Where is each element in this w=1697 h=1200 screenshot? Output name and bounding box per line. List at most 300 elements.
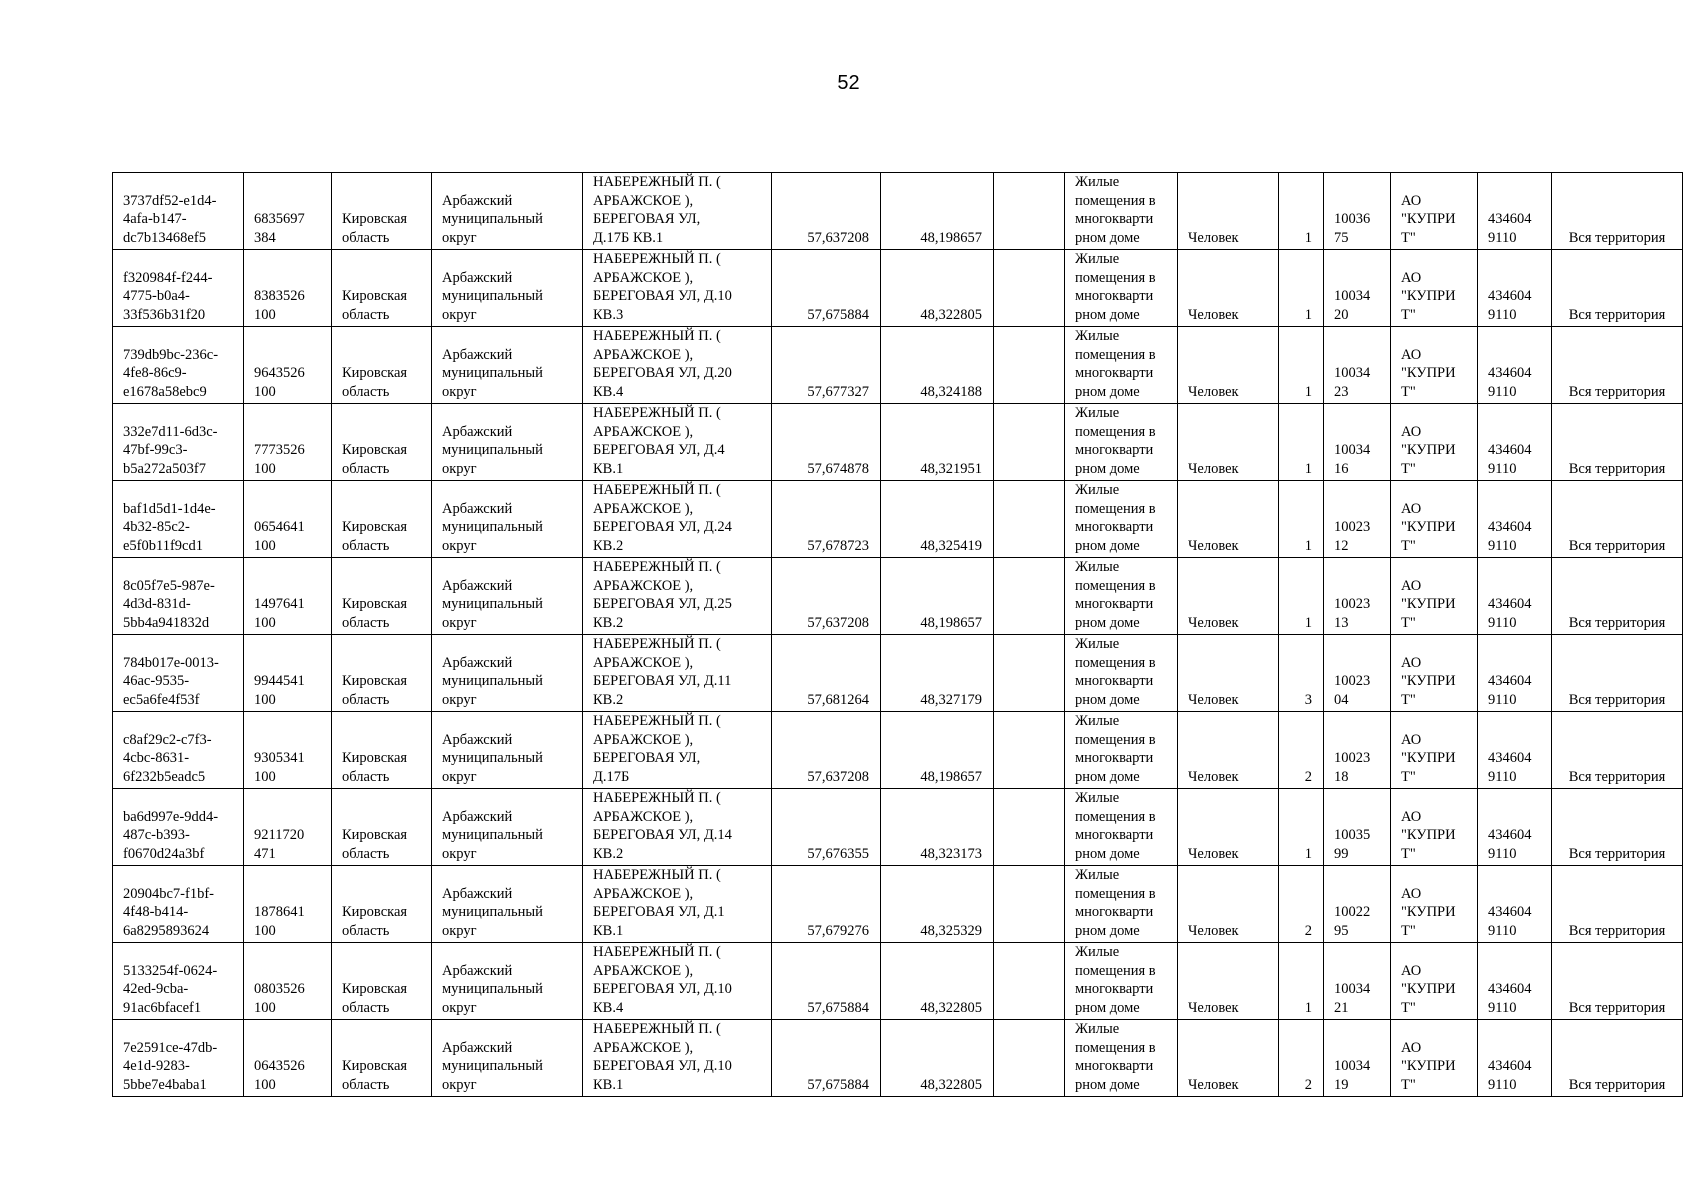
address-line: КВ.1 bbox=[593, 922, 624, 939]
count-cell: 2 bbox=[1279, 866, 1324, 943]
inn-cell bbox=[1478, 558, 1552, 635]
inn-line: 434604 bbox=[1488, 750, 1532, 767]
territory-cell: Вся территория bbox=[1552, 866, 1683, 943]
object-id-cell bbox=[113, 1020, 244, 1097]
code-line: 100 bbox=[254, 1076, 276, 1093]
number-line: 10034 bbox=[1334, 365, 1371, 382]
territory-cell: Вся территория bbox=[1552, 558, 1683, 635]
count-cell: 1 bbox=[1279, 481, 1324, 558]
address-line: БЕРЕГОВАЯ УЛ, Д.10 bbox=[593, 288, 732, 305]
region-line: Кировская bbox=[342, 904, 408, 921]
object-id-line: 47bf-99c3- bbox=[123, 442, 188, 459]
region-line: Кировская bbox=[342, 673, 408, 690]
table-row bbox=[113, 789, 1683, 866]
district-line: Арбажский bbox=[442, 731, 513, 748]
organization-line: АО bbox=[1401, 500, 1422, 517]
registry-table bbox=[112, 172, 1683, 1097]
address-line: КВ.2 bbox=[593, 614, 624, 631]
object-id-line: 6a8295893624 bbox=[123, 922, 210, 939]
address-line: КВ.3 bbox=[593, 306, 624, 323]
number-cell bbox=[1324, 866, 1391, 943]
count-cell: 2 bbox=[1279, 1020, 1324, 1097]
inn-line: 9110 bbox=[1488, 845, 1517, 862]
district-line: округ bbox=[442, 614, 477, 631]
number-line: 10023 bbox=[1334, 750, 1371, 767]
count-cell: 1 bbox=[1279, 173, 1324, 250]
region-line: Кировская bbox=[342, 596, 408, 613]
address-cell bbox=[583, 250, 772, 327]
district-cell bbox=[432, 712, 583, 789]
organization-line: Т" bbox=[1401, 229, 1416, 246]
address-line: АРБАЖСКОЕ ), bbox=[593, 962, 694, 979]
premises-type-line: рном доме bbox=[1075, 922, 1140, 939]
district-line: Арбажский bbox=[442, 192, 513, 209]
object-id-line: 5133254f-0624- bbox=[123, 962, 218, 979]
inn-line: 434604 bbox=[1488, 904, 1532, 921]
region-cell bbox=[332, 404, 432, 481]
premises-type-line: Жилые bbox=[1075, 482, 1120, 499]
number-line: 04 bbox=[1334, 691, 1349, 708]
region-line: Кировская bbox=[342, 442, 408, 459]
premises-type-line: помещения в bbox=[1075, 577, 1156, 594]
number-cell bbox=[1324, 635, 1391, 712]
district-line: округ bbox=[442, 1076, 477, 1093]
count-cell: 1 bbox=[1279, 789, 1324, 866]
premises-type-cell bbox=[1065, 481, 1178, 558]
table-row bbox=[113, 173, 1683, 250]
organization-line: Т" bbox=[1401, 1076, 1416, 1093]
inn-line: 9110 bbox=[1488, 383, 1517, 400]
address-line: БЕРЕГОВАЯ УЛ, bbox=[593, 750, 701, 767]
address-line: АРБАЖСКОЕ ), bbox=[593, 1039, 694, 1056]
table-row bbox=[113, 635, 1683, 712]
empty-cell bbox=[994, 481, 1065, 558]
district-line: муниципальный bbox=[442, 288, 543, 305]
code-line: 6835697 bbox=[254, 211, 305, 228]
address-line: НАБЕРЕЖНЫЙ П. ( bbox=[593, 328, 721, 345]
address-cell bbox=[583, 558, 772, 635]
latitude-cell: 57,674878 bbox=[772, 404, 881, 481]
district-line: Арбажский bbox=[442, 577, 513, 594]
premises-type-line: рном доме bbox=[1075, 845, 1140, 862]
object-id-line: e5f0b11f9cd1 bbox=[123, 537, 203, 554]
number-cell bbox=[1324, 943, 1391, 1020]
code-line: 471 bbox=[254, 845, 276, 862]
district-line: муниципальный bbox=[442, 365, 543, 382]
address-line: АРБАЖСКОЕ ), bbox=[593, 577, 694, 594]
code-cell bbox=[244, 327, 332, 404]
district-line: округ bbox=[442, 999, 477, 1016]
premises-type-line: многокварти bbox=[1075, 442, 1154, 459]
premises-type-cell bbox=[1065, 712, 1178, 789]
territory-cell: Вся территория bbox=[1552, 943, 1683, 1020]
region-line: область bbox=[342, 306, 390, 323]
district-cell bbox=[432, 558, 583, 635]
object-id-line: 46ac-9535- bbox=[123, 673, 190, 690]
premises-type-line: помещения в bbox=[1075, 1039, 1156, 1056]
count-cell: 1 bbox=[1279, 327, 1324, 404]
organization-line: АО bbox=[1401, 885, 1422, 902]
table-body bbox=[113, 173, 1683, 1097]
count-cell: 1 bbox=[1279, 558, 1324, 635]
number-cell bbox=[1324, 173, 1391, 250]
object-id-line: baf1d5d1-1d4e- bbox=[123, 500, 216, 517]
number-cell bbox=[1324, 712, 1391, 789]
organization-cell bbox=[1391, 327, 1478, 404]
territory-cell: Вся территория bbox=[1552, 327, 1683, 404]
table-row bbox=[113, 712, 1683, 789]
premises-type-cell bbox=[1065, 173, 1178, 250]
inn-cell bbox=[1478, 481, 1552, 558]
number-line: 23 bbox=[1334, 383, 1349, 400]
district-cell bbox=[432, 635, 583, 712]
inn-line: 9110 bbox=[1488, 537, 1517, 554]
table-row bbox=[113, 866, 1683, 943]
number-line: 12 bbox=[1334, 537, 1349, 554]
address-line: БЕРЕГОВАЯ УЛ, Д.20 bbox=[593, 365, 732, 382]
address-cell bbox=[583, 866, 772, 943]
number-line: 10034 bbox=[1334, 288, 1371, 305]
latitude-cell: 57,637208 bbox=[772, 173, 881, 250]
code-line: 7773526 bbox=[254, 442, 305, 459]
inn-line: 9110 bbox=[1488, 460, 1517, 477]
address-line: КВ.2 bbox=[593, 691, 624, 708]
unit-cell: Человек bbox=[1178, 866, 1279, 943]
address-line: БЕРЕГОВАЯ УЛ, Д.24 bbox=[593, 519, 732, 536]
premises-type-line: помещения в bbox=[1075, 962, 1156, 979]
district-line: муниципальный bbox=[442, 596, 543, 613]
premises-type-line: рном доме bbox=[1075, 537, 1140, 554]
object-id-cell bbox=[113, 250, 244, 327]
unit-cell: Человек bbox=[1178, 558, 1279, 635]
region-line: область bbox=[342, 229, 390, 246]
premises-type-line: помещения в bbox=[1075, 346, 1156, 363]
code-line: 100 bbox=[254, 922, 276, 939]
premises-type-cell bbox=[1065, 866, 1178, 943]
region-line: Кировская bbox=[342, 827, 408, 844]
region-line: область bbox=[342, 845, 390, 862]
empty-cell bbox=[994, 327, 1065, 404]
code-line: 0654641 bbox=[254, 519, 305, 536]
address-cell bbox=[583, 789, 772, 866]
inn-cell bbox=[1478, 789, 1552, 866]
premises-type-line: рном доме bbox=[1075, 383, 1140, 400]
address-line: АРБАЖСКОЕ ), bbox=[593, 423, 694, 440]
code-line: 384 bbox=[254, 229, 276, 246]
code-cell bbox=[244, 404, 332, 481]
inn-cell bbox=[1478, 943, 1552, 1020]
address-line: НАБЕРЕЖНЫЙ П. ( bbox=[593, 482, 721, 499]
district-line: Арбажский bbox=[442, 500, 513, 517]
code-line: 9944541 bbox=[254, 673, 305, 690]
inn-line: 9110 bbox=[1488, 768, 1517, 785]
premises-type-line: помещения в bbox=[1075, 423, 1156, 440]
empty-cell bbox=[994, 558, 1065, 635]
region-line: Кировская bbox=[342, 981, 408, 998]
latitude-cell: 57,637208 bbox=[772, 712, 881, 789]
unit-cell: Человек bbox=[1178, 327, 1279, 404]
longitude-cell: 48,327179 bbox=[881, 635, 994, 712]
district-line: Арбажский bbox=[442, 423, 513, 440]
number-line: 10034 bbox=[1334, 981, 1371, 998]
address-line: БЕРЕГОВАЯ УЛ, bbox=[593, 211, 701, 228]
number-line: 99 bbox=[1334, 845, 1349, 862]
number-cell bbox=[1324, 327, 1391, 404]
region-line: Кировская bbox=[342, 288, 408, 305]
inn-line: 434604 bbox=[1488, 211, 1532, 228]
latitude-cell: 57,679276 bbox=[772, 866, 881, 943]
premises-type-line: многокварти bbox=[1075, 365, 1154, 382]
organization-line: АО bbox=[1401, 423, 1422, 440]
territory-cell: Вся территория bbox=[1552, 789, 1683, 866]
code-cell bbox=[244, 943, 332, 1020]
premises-type-cell bbox=[1065, 1020, 1178, 1097]
address-line: БЕРЕГОВАЯ УЛ, Д.10 bbox=[593, 1058, 732, 1075]
table-row bbox=[113, 327, 1683, 404]
object-id-line: 4cbc-8631- bbox=[123, 750, 190, 767]
number-line: 18 bbox=[1334, 768, 1349, 785]
premises-type-line: рном доме bbox=[1075, 999, 1140, 1016]
address-line: АРБАЖСКОЕ ), bbox=[593, 500, 694, 517]
address-cell bbox=[583, 712, 772, 789]
latitude-cell: 57,676355 bbox=[772, 789, 881, 866]
address-line: НАБЕРЕЖНЫЙ П. ( bbox=[593, 713, 721, 730]
district-line: округ bbox=[442, 460, 477, 477]
code-line: 100 bbox=[254, 614, 276, 631]
empty-cell bbox=[994, 173, 1065, 250]
code-line: 100 bbox=[254, 306, 276, 323]
district-line: муниципальный bbox=[442, 211, 543, 228]
organization-line: Т" bbox=[1401, 306, 1416, 323]
address-line: БЕРЕГОВАЯ УЛ, Д.11 bbox=[593, 673, 732, 690]
object-id-line: 3737df52-e1d4- bbox=[123, 192, 217, 209]
premises-type-line: Жилые bbox=[1075, 559, 1120, 576]
inn-line: 434604 bbox=[1488, 1058, 1532, 1075]
district-line: муниципальный bbox=[442, 673, 543, 690]
table-row bbox=[113, 404, 1683, 481]
number-cell bbox=[1324, 558, 1391, 635]
region-line: область bbox=[342, 691, 390, 708]
inn-line: 9110 bbox=[1488, 999, 1517, 1016]
district-line: муниципальный bbox=[442, 904, 543, 921]
organization-cell bbox=[1391, 635, 1478, 712]
longitude-cell: 48,322805 bbox=[881, 943, 994, 1020]
organization-line: "КУПРИ bbox=[1401, 981, 1456, 998]
organization-line: "КУПРИ bbox=[1401, 827, 1456, 844]
longitude-cell: 48,322805 bbox=[881, 1020, 994, 1097]
number-line: 20 bbox=[1334, 306, 1349, 323]
latitude-cell: 57,637208 bbox=[772, 558, 881, 635]
district-line: муниципальный bbox=[442, 1058, 543, 1075]
address-line: НАБЕРЕЖНЫЙ П. ( bbox=[593, 867, 721, 884]
empty-cell bbox=[994, 789, 1065, 866]
premises-type-line: рном доме bbox=[1075, 460, 1140, 477]
address-line: Д.17Б КВ.1 bbox=[593, 229, 664, 246]
object-id-line: 42ed-9cba- bbox=[123, 981, 189, 998]
address-line: АРБАЖСКОЕ ), bbox=[593, 885, 694, 902]
region-line: область bbox=[342, 768, 390, 785]
territory-cell: Вся территория bbox=[1552, 712, 1683, 789]
inn-line: 9110 bbox=[1488, 691, 1517, 708]
code-line: 8383526 bbox=[254, 288, 305, 305]
organization-line: "КУПРИ bbox=[1401, 365, 1456, 382]
latitude-cell: 57,675884 bbox=[772, 250, 881, 327]
inn-line: 434604 bbox=[1488, 596, 1532, 613]
organization-line: Т" bbox=[1401, 922, 1416, 939]
longitude-cell: 48,324188 bbox=[881, 327, 994, 404]
code-line: 0803526 bbox=[254, 981, 305, 998]
number-line: 95 bbox=[1334, 922, 1349, 939]
premises-type-line: многокварти bbox=[1075, 750, 1154, 767]
number-line: 13 bbox=[1334, 614, 1349, 631]
address-cell bbox=[583, 173, 772, 250]
latitude-cell: 57,678723 bbox=[772, 481, 881, 558]
organization-line: АО bbox=[1401, 962, 1422, 979]
premises-type-line: помещения в bbox=[1075, 731, 1156, 748]
address-line: АРБАЖСКОЕ ), bbox=[593, 731, 694, 748]
object-id-line: 4f48-b414- bbox=[123, 904, 189, 921]
empty-cell bbox=[994, 404, 1065, 481]
address-line: БЕРЕГОВАЯ УЛ, Д.4 bbox=[593, 442, 725, 459]
object-id-line: e1678a58ebc9 bbox=[123, 383, 207, 400]
organization-line: АО bbox=[1401, 346, 1422, 363]
number-line: 10034 bbox=[1334, 1058, 1371, 1075]
premises-type-line: многокварти bbox=[1075, 904, 1154, 921]
unit-cell: Человек bbox=[1178, 1020, 1279, 1097]
premises-type-line: Жилые bbox=[1075, 636, 1120, 653]
region-line: Кировская bbox=[342, 1058, 408, 1075]
premises-type-line: многокварти bbox=[1075, 596, 1154, 613]
code-line: 0643526 bbox=[254, 1058, 305, 1075]
organization-line: "КУПРИ bbox=[1401, 596, 1456, 613]
table-row bbox=[113, 558, 1683, 635]
object-id-line: 4775-b0a4- bbox=[123, 288, 190, 305]
organization-line: Т" bbox=[1401, 768, 1416, 785]
longitude-cell: 48,325419 bbox=[881, 481, 994, 558]
region-cell bbox=[332, 558, 432, 635]
inn-cell bbox=[1478, 1020, 1552, 1097]
organization-line: Т" bbox=[1401, 460, 1416, 477]
inn-cell bbox=[1478, 712, 1552, 789]
organization-line: АО bbox=[1401, 731, 1422, 748]
region-line: область bbox=[342, 460, 390, 477]
address-cell bbox=[583, 481, 772, 558]
object-id-line: dc7b13468ef5 bbox=[123, 229, 206, 246]
region-cell bbox=[332, 789, 432, 866]
district-line: округ bbox=[442, 768, 477, 785]
district-line: муниципальный bbox=[442, 981, 543, 998]
inn-cell bbox=[1478, 250, 1552, 327]
inn-line: 434604 bbox=[1488, 519, 1532, 536]
region-cell bbox=[332, 712, 432, 789]
district-line: округ bbox=[442, 537, 477, 554]
inn-cell bbox=[1478, 327, 1552, 404]
organization-cell bbox=[1391, 481, 1478, 558]
code-line: 100 bbox=[254, 999, 276, 1016]
organization-cell bbox=[1391, 558, 1478, 635]
premises-type-cell bbox=[1065, 789, 1178, 866]
object-id-line: 4afa-b147- bbox=[123, 211, 187, 228]
inn-line: 9110 bbox=[1488, 922, 1517, 939]
organization-cell bbox=[1391, 789, 1478, 866]
region-line: область bbox=[342, 383, 390, 400]
organization-line: "КУПРИ bbox=[1401, 750, 1456, 767]
code-line: 100 bbox=[254, 691, 276, 708]
unit-cell: Человек bbox=[1178, 404, 1279, 481]
address-line: НАБЕРЕЖНЫЙ П. ( bbox=[593, 1021, 721, 1038]
latitude-cell: 57,675884 bbox=[772, 1020, 881, 1097]
unit-cell: Человек bbox=[1178, 635, 1279, 712]
organization-line: "КУПРИ bbox=[1401, 904, 1456, 921]
number-cell bbox=[1324, 481, 1391, 558]
address-line: КВ.2 bbox=[593, 845, 624, 862]
premises-type-cell bbox=[1065, 943, 1178, 1020]
address-line: КВ.1 bbox=[593, 1076, 624, 1093]
address-line: АРБАЖСКОЕ ), bbox=[593, 269, 694, 286]
address-line: БЕРЕГОВАЯ УЛ, Д.1 bbox=[593, 904, 725, 921]
organization-line: Т" bbox=[1401, 383, 1416, 400]
premises-type-line: Жилые bbox=[1075, 328, 1120, 345]
object-id-cell bbox=[113, 789, 244, 866]
region-line: область bbox=[342, 1076, 390, 1093]
object-id-line: 6f232b5eadc5 bbox=[123, 768, 206, 785]
object-id-line: 4e1d-9283- bbox=[123, 1058, 190, 1075]
object-id-line: ec5a6fe4f53f bbox=[123, 691, 200, 708]
latitude-cell: 57,677327 bbox=[772, 327, 881, 404]
object-id-line: b5a272a503f7 bbox=[123, 460, 206, 477]
empty-cell bbox=[994, 1020, 1065, 1097]
region-cell bbox=[332, 327, 432, 404]
organization-cell bbox=[1391, 404, 1478, 481]
premises-type-line: рном доме bbox=[1075, 614, 1140, 631]
address-cell bbox=[583, 404, 772, 481]
address-line: АРБАЖСКОЕ ), bbox=[593, 192, 694, 209]
premises-type-line: помещения в bbox=[1075, 885, 1156, 902]
longitude-cell: 48,322805 bbox=[881, 250, 994, 327]
district-cell bbox=[432, 866, 583, 943]
premises-type-line: помещения в bbox=[1075, 269, 1156, 286]
organization-line: АО bbox=[1401, 1039, 1422, 1056]
district-cell bbox=[432, 327, 583, 404]
object-id-line: 91ac6bfacef1 bbox=[123, 999, 202, 1016]
table-row bbox=[113, 481, 1683, 558]
premises-type-line: помещения в bbox=[1075, 654, 1156, 671]
code-line: 100 bbox=[254, 460, 276, 477]
premises-type-line: рном доме bbox=[1075, 1076, 1140, 1093]
empty-cell bbox=[994, 712, 1065, 789]
longitude-cell: 48,321951 bbox=[881, 404, 994, 481]
territory-cell: Вся территория bbox=[1552, 250, 1683, 327]
premises-type-line: помещения в bbox=[1075, 500, 1156, 517]
inn-cell bbox=[1478, 173, 1552, 250]
number-cell bbox=[1324, 250, 1391, 327]
unit-cell: Человек bbox=[1178, 943, 1279, 1020]
object-id-cell bbox=[113, 635, 244, 712]
region-line: область bbox=[342, 922, 390, 939]
premises-type-cell bbox=[1065, 635, 1178, 712]
code-line: 1878641 bbox=[254, 904, 305, 921]
district-line: Арбажский bbox=[442, 346, 513, 363]
object-id-cell bbox=[113, 943, 244, 1020]
premises-type-line: многокварти bbox=[1075, 519, 1154, 536]
address-line: БЕРЕГОВАЯ УЛ, Д.10 bbox=[593, 981, 732, 998]
inn-line: 9110 bbox=[1488, 614, 1517, 631]
address-line: КВ.1 bbox=[593, 460, 624, 477]
address-line: КВ.2 bbox=[593, 537, 624, 554]
empty-cell bbox=[994, 866, 1065, 943]
territory-cell: Вся территория bbox=[1552, 1020, 1683, 1097]
number-line: 10034 bbox=[1334, 442, 1371, 459]
